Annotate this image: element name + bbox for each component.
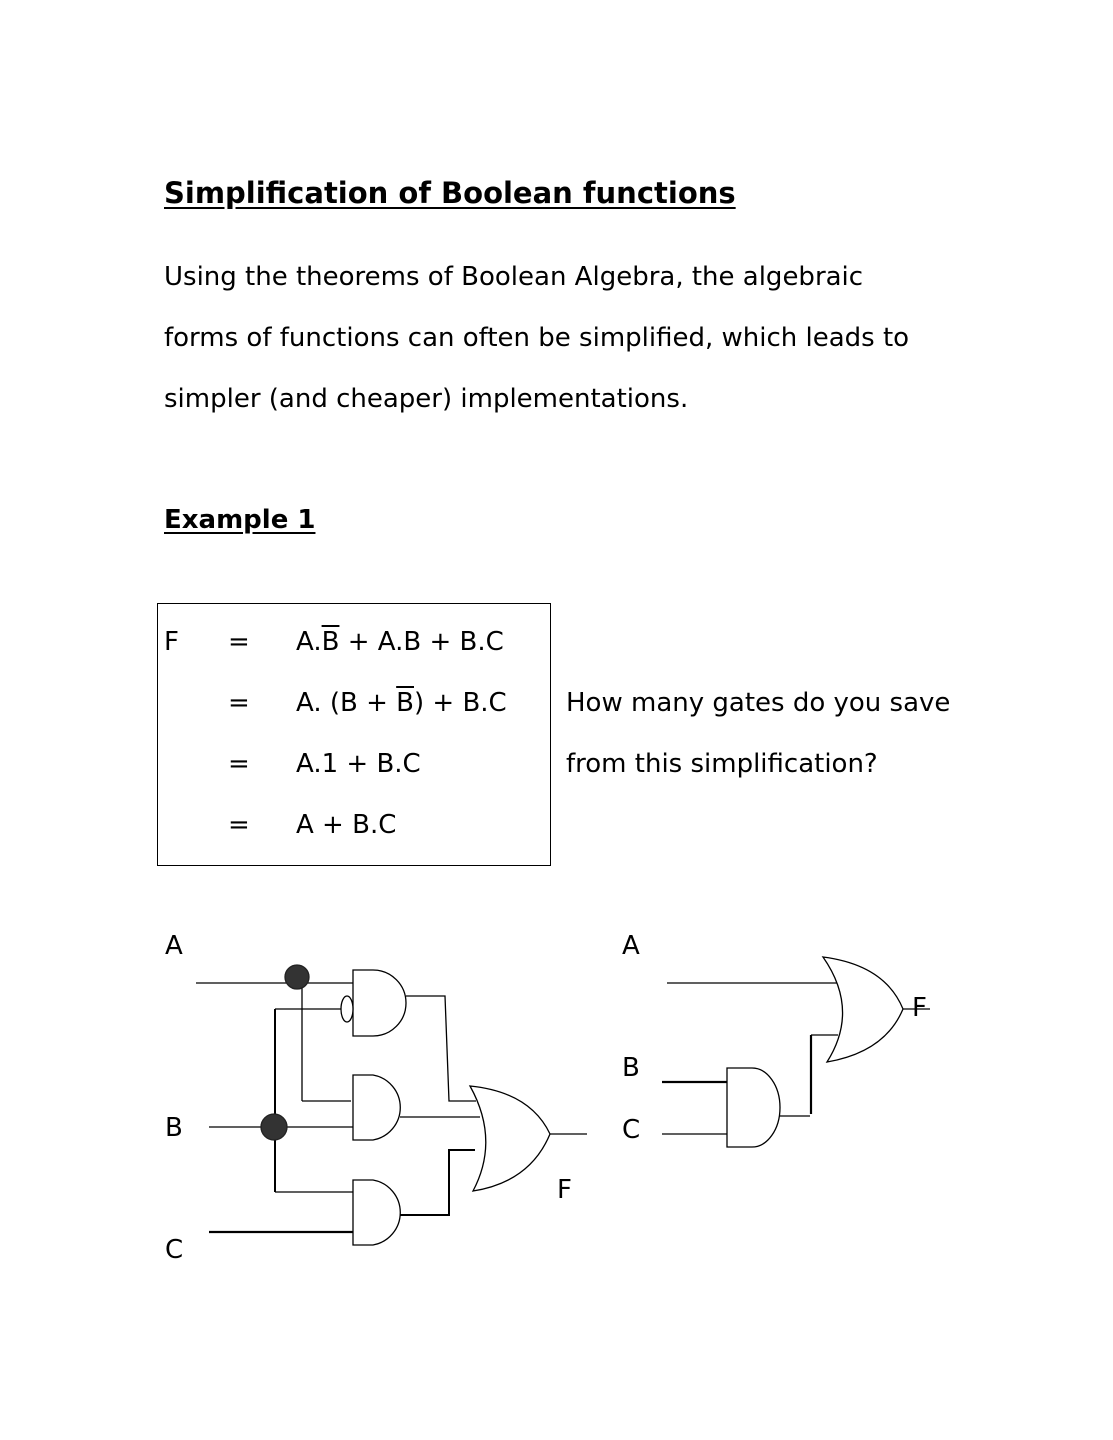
page-title: Simplification of Boolean functions (164, 176, 736, 210)
derivation-row-3: A.1 + B.C (296, 749, 421, 779)
input-label-c: C (165, 1235, 184, 1265)
input-label-a: A (622, 931, 640, 961)
and-gate (727, 1068, 780, 1147)
expr-part: A. (B + (296, 688, 397, 718)
input-label-c: C (622, 1115, 641, 1145)
input-label-a: A (165, 931, 183, 961)
expr-part: A. (296, 627, 322, 657)
complement-term: $\overline{B}$ (396, 688, 414, 718)
expr-part: + A.B + B.C (339, 627, 504, 657)
intro-line-2: forms of functions can often be simplified, which leads to (164, 323, 910, 353)
equals-sign: = (228, 627, 250, 657)
intro-line-1: Using the theorems of Boolean Algebra, the algebraic (164, 262, 864, 292)
intro-line-3: simpler (and cheaper) implementations. (164, 384, 689, 414)
question-line-2: from this simplification? (566, 749, 878, 779)
equals-sign: = (228, 688, 250, 718)
equals-sign: = (228, 810, 250, 840)
derivation-row-4: A + B.C (296, 810, 397, 840)
output-label-f: F (557, 1175, 572, 1205)
derivation-lhs: F (164, 627, 179, 657)
equals-sign: = (228, 749, 250, 779)
question-line-1: How many gates do you save (566, 688, 951, 718)
output-label-f: F (912, 993, 927, 1023)
expr-part: ) + B.C (414, 688, 507, 718)
example-heading: Example 1 (164, 505, 316, 535)
complement-term: $\overline{B}$ (321, 627, 340, 657)
input-label-b: B (165, 1113, 183, 1143)
input-label-b: B (622, 1053, 640, 1083)
or-gate (823, 957, 903, 1062)
